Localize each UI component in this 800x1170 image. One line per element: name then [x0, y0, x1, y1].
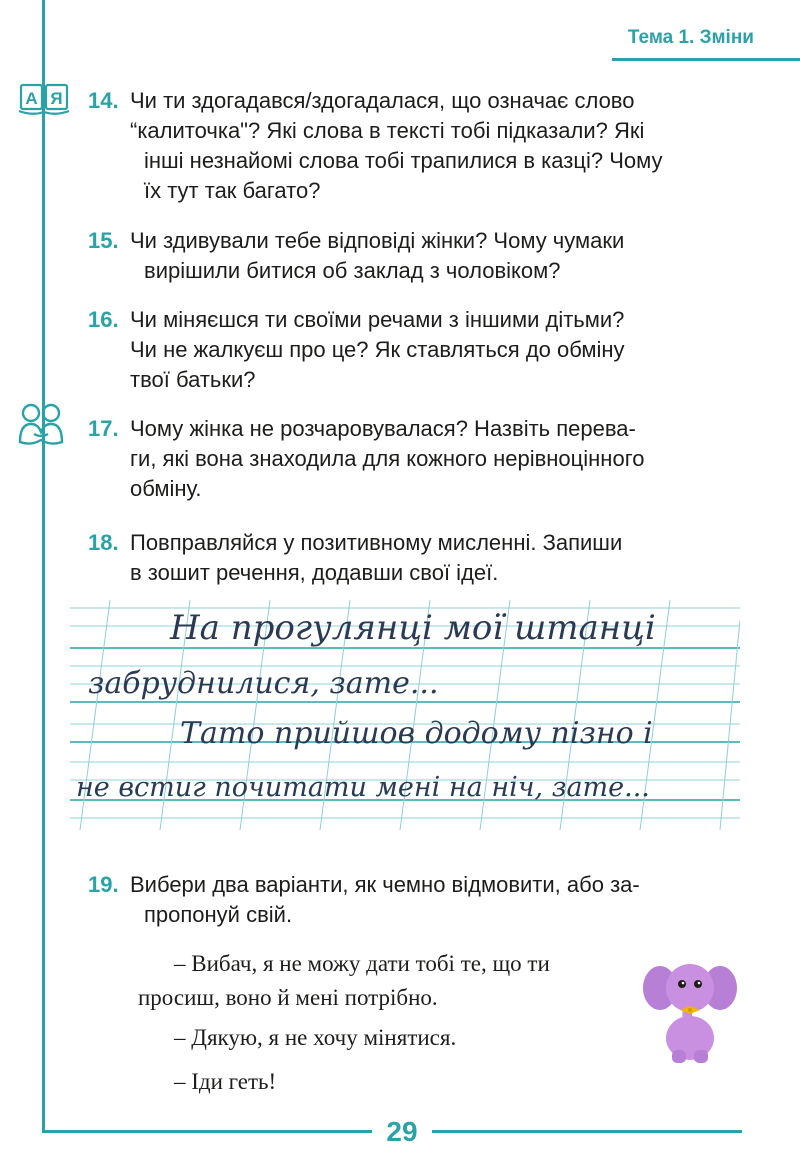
- question-number: 18.: [88, 530, 119, 555]
- question-text-line: Чому жінка не розчаровувалася? Назвіть перева-: [130, 416, 636, 441]
- question-text-line: Чи ти здогадався/здогадалася, що означає слово: [130, 88, 635, 113]
- question-number: 17.: [88, 416, 119, 441]
- question-text-line: пропонуй свій.: [144, 902, 293, 927]
- footer-line-right: [432, 1130, 742, 1133]
- answer-option-line: – Вибач, я не можу дати тобі те, що ти: [174, 951, 550, 976]
- answer-option-line: – Іди геть!: [174, 1069, 277, 1094]
- question-14: [88, 86, 728, 206]
- question-text-line: “калиточка"? Які слова в тексті тобі підказали? Які: [130, 118, 645, 143]
- question-text-line: Чи не жалкуєш про це? Як ставляться до обміну: [130, 337, 625, 362]
- answer-option-line: просиш, воно й мені потрібно.: [138, 985, 438, 1010]
- question-number: 16.: [88, 307, 119, 332]
- page-number: 29: [386, 1116, 418, 1147]
- question-text-line: Чи міняєшся ти своїми речами з іншими дітьми?: [130, 307, 625, 332]
- question-text-line: вирішили битися об заклад з чоловіком?: [144, 258, 561, 283]
- handwritten-line: Тато прийшов додому пізно і: [180, 716, 653, 751]
- purple-elephant-illustration: [640, 950, 740, 1065]
- handwritten-line: На прогулянці мої штанці: [170, 608, 656, 648]
- letter-a: А: [25, 89, 38, 108]
- question-16: [88, 305, 728, 395]
- question-text-line: твої батьки?: [130, 367, 256, 392]
- question-15: [88, 226, 728, 286]
- discussion-icon: [16, 402, 66, 448]
- question-text-line: ги, які вона знаходила для кожного нерівноцінного: [130, 446, 645, 471]
- header-underline: [612, 58, 800, 61]
- handwritten-line: забруднилися, зате...: [88, 666, 439, 701]
- question-17: [88, 414, 728, 504]
- footer-line-left: [42, 1130, 372, 1133]
- question-19: [88, 870, 728, 930]
- question-number: 19.: [88, 872, 119, 897]
- question-text-line: в зошит речення, додавши свої ідеї.: [130, 560, 499, 585]
- question-text-line: Чи здивували тебе відповіді жінки? Чому чумаки: [130, 228, 625, 253]
- margin-line: [42, 0, 45, 1130]
- question-18: [88, 528, 728, 588]
- question-number: 14.: [88, 88, 119, 113]
- letter-ya: Я: [50, 89, 63, 108]
- question-text-line: їх тут так багато?: [144, 178, 321, 203]
- reading-book-icon: [18, 83, 70, 117]
- question-number: 15.: [88, 228, 119, 253]
- question-text-line: обміну.: [130, 476, 202, 501]
- answer-option-line: – Дякую, я не хочу мінятися.: [174, 1025, 457, 1050]
- handwritten-line: не встиг почитати мені на ніч, зате...: [76, 772, 650, 803]
- handwriting-lined-area: [70, 600, 740, 840]
- question-text-line: Вибери два варіанти, як чемно відмовити, або за-: [130, 872, 640, 897]
- page-header-title: Тема 1. Зміни: [627, 27, 754, 48]
- question-text-line: інші незнайомі слова тобі трапилися в казці? Чому: [144, 148, 663, 173]
- question-text-line: Повправляйся у позитивному мисленні. Запиши: [130, 530, 623, 555]
